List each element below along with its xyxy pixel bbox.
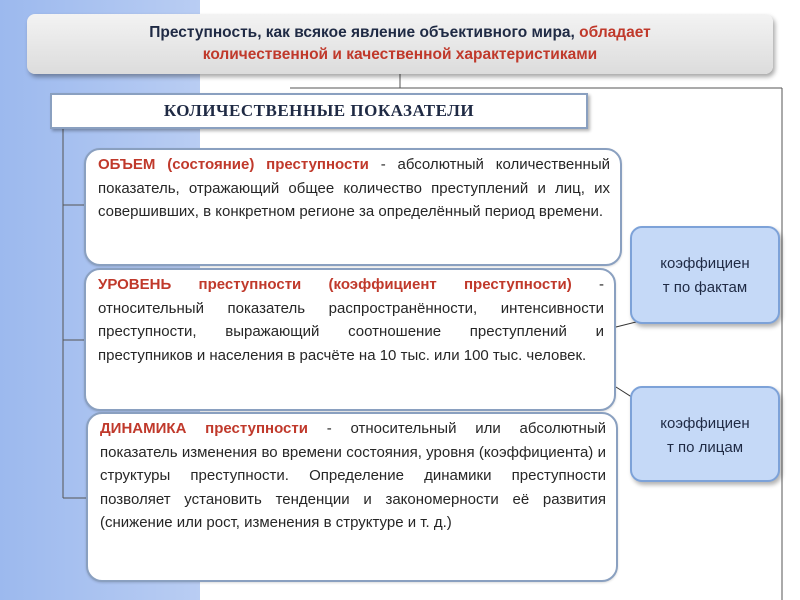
coef-by-facts-line-1: коэффициен <box>660 255 750 272</box>
card-volume-text: - абсолютный количественный показатель, отражающий общее количество преступлений и лиц, их совершивших, в конкретном регионе за определённый период времени. <box>98 156 610 220</box>
card-volume <box>84 148 622 266</box>
section-title-quantitative: КОЛИЧЕСТВЕННЫЕ ПОКАЗАТЕЛИ <box>50 93 588 129</box>
coef-by-facts <box>630 226 780 324</box>
coef-by-facts-line-2: т по фактам <box>662 279 748 296</box>
header-line-1-plain: Преступность, как всякое явление объективного мира, <box>149 24 580 41</box>
card-level-term: УРОВЕНЬ преступности (коэффициент преступности) <box>98 276 572 293</box>
card-dynamics-term: ДИНАМИКА преступности <box>100 420 308 437</box>
card-volume-term: ОБЪЕМ (состояние) преступности <box>98 156 369 173</box>
card-dynamics-text: - относительный или абсолютный показатель изменения во времени состояния, уровня (коэффициента) и структуры преступности. Определение динамики преступности позволяет установить тенденции и закономерности её развития (снижение или рост, изменения в структуре и т. д.) <box>100 420 606 531</box>
header-banner <box>27 14 773 74</box>
card-level <box>84 268 616 411</box>
coef-by-persons <box>630 386 780 482</box>
header-line-2: количественной и качественной характеристиками <box>202 46 598 63</box>
header-line-1 <box>27 22 773 44</box>
card-level-text: - относительный показатель распространённости, интенсивности преступности, выражающий соотношение преступлений и преступников и населения в расчёте на 10 тыс. или 100 тыс. человек. <box>98 276 604 364</box>
card-dynamics <box>86 412 618 582</box>
coef-by-persons-line-2: т по лицам <box>666 439 744 456</box>
coef-by-persons-line-1: коэффициен <box>660 415 750 432</box>
header-line-1-accent: обладает <box>579 24 651 41</box>
